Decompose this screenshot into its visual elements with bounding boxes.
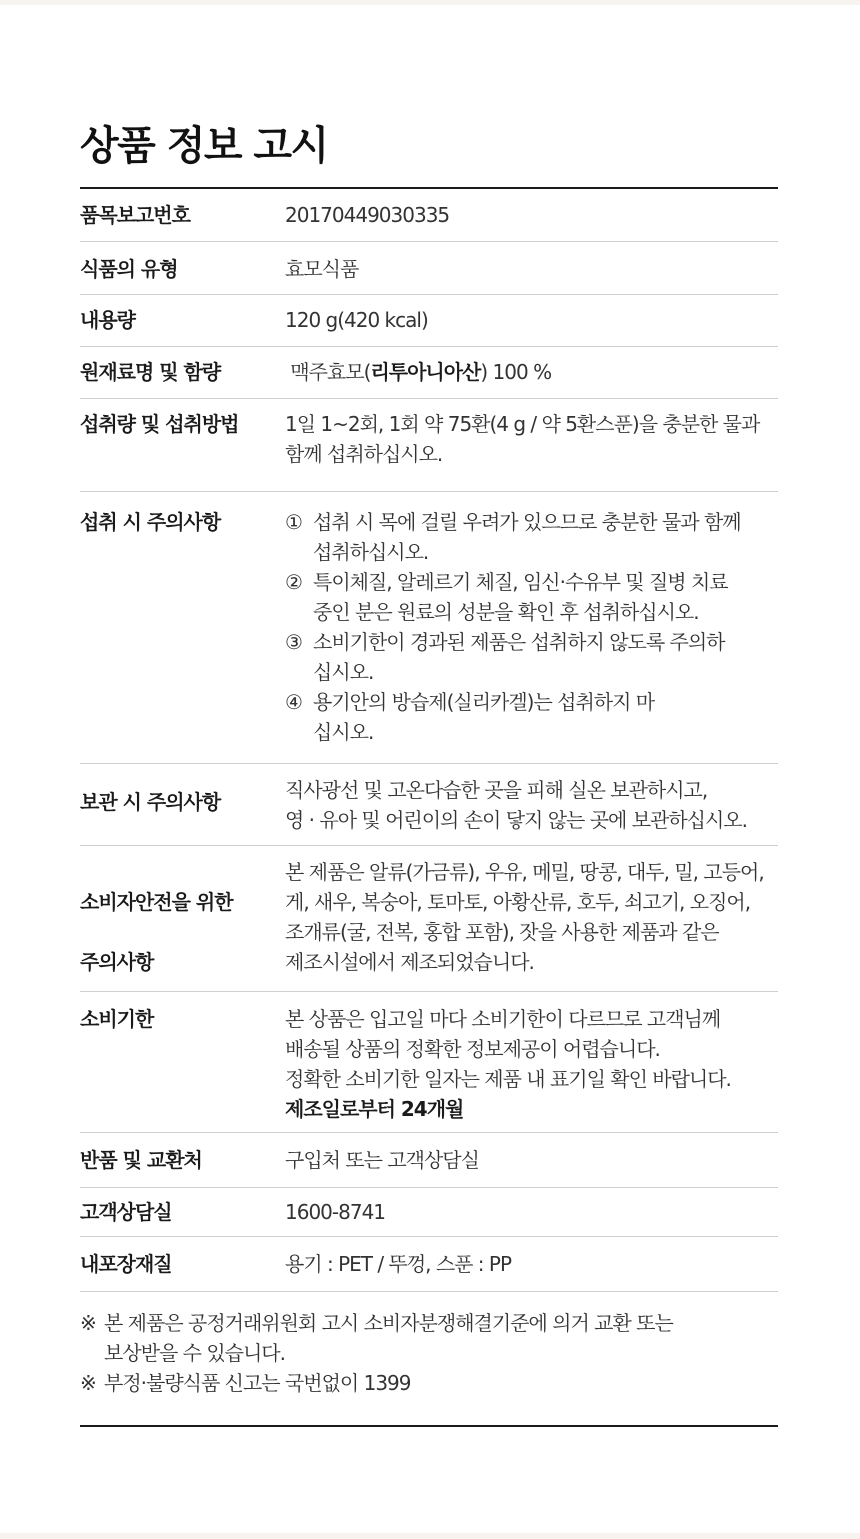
table-row-report-number	[80, 189, 778, 242]
bottom-divider	[80, 1425, 778, 1427]
table-row-storage-cautions	[80, 764, 778, 846]
table-row-food-type	[80, 242, 778, 295]
row-label: 보관 시 주의사항	[80, 790, 221, 814]
table-row-customer-center	[80, 1188, 778, 1237]
row-value: 효모식품	[285, 257, 359, 281]
footnotes	[80, 1308, 778, 1398]
row-value: 20170449030335	[285, 203, 450, 227]
table-row-intake-cautions	[80, 492, 778, 764]
table-row-expiry	[80, 992, 778, 1133]
row-label: 소비기한	[80, 1007, 154, 1031]
row-value: 본 상품은 입고일 마다 소비기한이 다르므로 고객님께 배송될 상품의 정확한 정보제공이 어렵습니다. 정확한 소비기한 일자는 제품 내 표기일 확인 바랍니다. 제조일로부터 24개월	[285, 1004, 778, 1132]
row-label: 반품 및 교환처	[80, 1148, 202, 1172]
row-value: 용기 : PET / 뚜껑, 스푼 : PP	[285, 1252, 512, 1276]
row-label: 섭취량 및 섭취방법	[80, 412, 239, 436]
row-value: 120 g(420 kcal)	[285, 308, 428, 332]
footnote: ※ 부정·불량식품 신고는 국번없이 1399	[80, 1371, 411, 1395]
row-value: 구입처 또는 고객상담실	[285, 1148, 479, 1172]
table-row-ingredients	[80, 347, 778, 399]
table-row-intake-method	[80, 399, 778, 492]
row-value	[285, 507, 778, 763]
row-label: 소비자안전을 위한 주의사항	[80, 890, 233, 974]
row-label: 고객상담실	[80, 1200, 172, 1224]
row-label: 섭취 시 주의사항	[80, 510, 221, 534]
bottom-strip	[0, 1533, 860, 1539]
row-label: 품목보고번호	[80, 203, 190, 227]
row-value: 직사광선 및 고온다습한 곳을 피해 실온 보관하시고, 영 · 유아 및 어린이의 손이 닿지 않는 곳에 보관하십시오.	[285, 778, 747, 832]
expiry-period: 제조일로부터 24개월	[285, 1097, 464, 1121]
table-row-returns	[80, 1133, 778, 1188]
info-table	[80, 187, 778, 1292]
row-label: 내포장재질	[80, 1252, 172, 1276]
page-title: 상품 정보 고시	[80, 123, 328, 169]
caution-item: ③ 소비기한이 경과된 제품은 섭취하지 않도록 주의하 십시오.	[285, 630, 725, 684]
row-value: 1일 1~2회, 1회 약 75환(4 g / 약 5환스푼)을 충분한 물과 함께 섭취하십시오.	[285, 412, 760, 466]
caution-item: ② 특이체질, 알레르기 체질, 임신·수유부 및 질병 치료 중인 분은 원료의 성분을 확인 후 섭취하십시오.	[285, 570, 728, 624]
row-value: 맥주효모(리투아니아산) 100 %	[285, 360, 552, 384]
row-label: 원재료명 및 함량	[80, 360, 221, 384]
caution-item: ① 섭취 시 목에 걸릴 우려가 있으므로 충분한 물과 함께 섭취하십시오.	[285, 510, 741, 564]
row-label: 식품의 유형	[80, 257, 178, 281]
row-value: 본 제품은 알류(가금류), 우유, 메밀, 땅콩, 대두, 밀, 고등어, 게, 새우, 복숭아, 토마토, 아황산류, 호두, 쇠고기, 오징어, 조개류(굴, 전복, 홍합 포함), 잣을 사용한 제품과 같은 제조시설에서 제조되었습니다.	[285, 860, 764, 974]
row-value: 1600-8741	[285, 1200, 386, 1224]
origin-country: 리투아니아산	[370, 360, 481, 384]
row-label: 내용량	[80, 308, 135, 332]
caution-item: ④ 용기안의 방습제(실리카겔)는 섭취하지 마 십시오.	[285, 690, 655, 744]
table-row-packaging	[80, 1237, 778, 1292]
table-row-net-content	[80, 295, 778, 347]
table-row-consumer-safety	[80, 846, 778, 992]
footnote: ※ 본 제품은 공정거래위원회 고시 소비자분쟁해결기준에 의거 교환 또는 보상받을 수 있습니다.	[80, 1311, 673, 1365]
top-strip	[0, 0, 860, 5]
